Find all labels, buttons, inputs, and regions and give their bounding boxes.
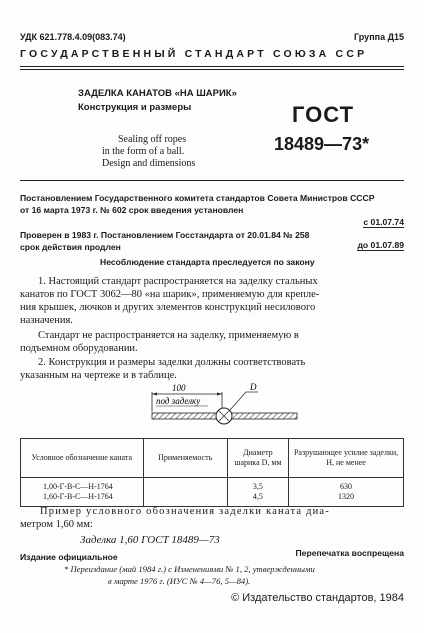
header-rule-thick [20, 66, 404, 67]
table-cell: 3,5 4,5 [227, 478, 288, 507]
table-cell: 630 1320 [289, 478, 404, 507]
body-line: 1. Настоящий стандарт распространяется на заделку стальных [38, 276, 318, 287]
decree-line2: от 16 марта 1973 г. № 602 срок введения установлен [20, 205, 244, 215]
rope-ball-drawing [150, 382, 300, 432]
d-leader [230, 392, 246, 410]
footnote-line2: в марте 1976 г. (ИУС № 4—76, 5—84). [108, 576, 251, 586]
example-line2: метром 1,60 мм: [20, 519, 93, 530]
table-header: Разрушающее усилие заделки, Н, не менее [289, 439, 404, 478]
decree-line3: Проверен в 1983 г. Постановлением Госстандарта от 20.01.84 № 258 [20, 230, 310, 240]
table-cell: 1,00-Г-В-С—Н-1764 1,60-Г-В-С—Н-1764 [21, 478, 144, 507]
body-line: назначения. [20, 315, 73, 326]
subtitle-ru: Конструкция и размеры [78, 102, 192, 113]
decree-date-extended: до 01.07.89 [357, 240, 404, 250]
body-line: ния крышек, лючков и других элементов конструкций несилового [20, 302, 316, 313]
dimensions-table [20, 438, 404, 507]
body-line: канатов по ГОСТ 3062—80 «на шарик», применяемую для крепле- [20, 289, 320, 300]
title-en-line3: Design and dimensions [102, 158, 196, 169]
body-line: указанным на чертеже и в таблице. [20, 370, 177, 381]
decree-date-start: с 01.07.74 [363, 217, 404, 227]
udk-code: УДК 621.778.4.09(083.74) [20, 32, 126, 42]
group-code: Группа Д15 [354, 32, 404, 42]
decree-line1: Постановлением Государственного комитета стандартов Совета Министров СССР [20, 193, 375, 203]
reprint-notice: Перепечатка воспрещена [295, 548, 404, 558]
title-rule [20, 180, 404, 181]
dim-label: под заделку [156, 396, 201, 406]
decree-line4: срок действия продлен [20, 242, 121, 252]
table-header: Условное обозначение каната [21, 439, 144, 478]
copyright: © Издательство стандартов, 1984 [231, 592, 404, 604]
table-header: Диаметр шарика D, мм [227, 439, 288, 478]
gost-number: 18489—73* [274, 134, 370, 154]
title-en-line1: Sealing off ropes [118, 134, 187, 145]
d-label: D [250, 382, 257, 392]
table-row [21, 478, 404, 507]
gost-label: ГОСТ [292, 102, 355, 127]
state-standard-heading: ГОСУДАРСТВЕННЫЙ СТАНДАРТ СОЮЗА ССР [20, 48, 368, 60]
body-line: 2. Конструкция и размеры заделки должны соответствовать [38, 357, 306, 368]
example-designation: Заделка 1,60 ГОСТ 18489—73 [80, 534, 220, 546]
title-en-line2: in the form of a ball. [102, 146, 185, 157]
header-rule-thin [20, 69, 404, 70]
table-header-row [21, 439, 404, 478]
table-header: Применяемость [143, 439, 227, 478]
body-line: подъемном оборудовании. [20, 343, 138, 354]
body-line: Стандарт не распространяется на заделку, применяемую в [38, 330, 299, 341]
table-cell [143, 478, 227, 507]
title-ru: ЗАДЕЛКА КАНАТОВ «НА ШАРИК» [78, 88, 237, 99]
edition-label: Издание официальное [20, 552, 118, 562]
dim-value: 100 [172, 383, 186, 393]
example-line1: Пример условного обозначения заделки каната диа- [40, 506, 330, 517]
violation-notice: Несоблюдение стандарта преследуется по закону [100, 257, 315, 267]
footnote-line1: * Переиздание (май 1984 г.) с Изменениями № 1, 2, утвержденными [64, 564, 315, 574]
dim-arrow-right [217, 393, 222, 396]
